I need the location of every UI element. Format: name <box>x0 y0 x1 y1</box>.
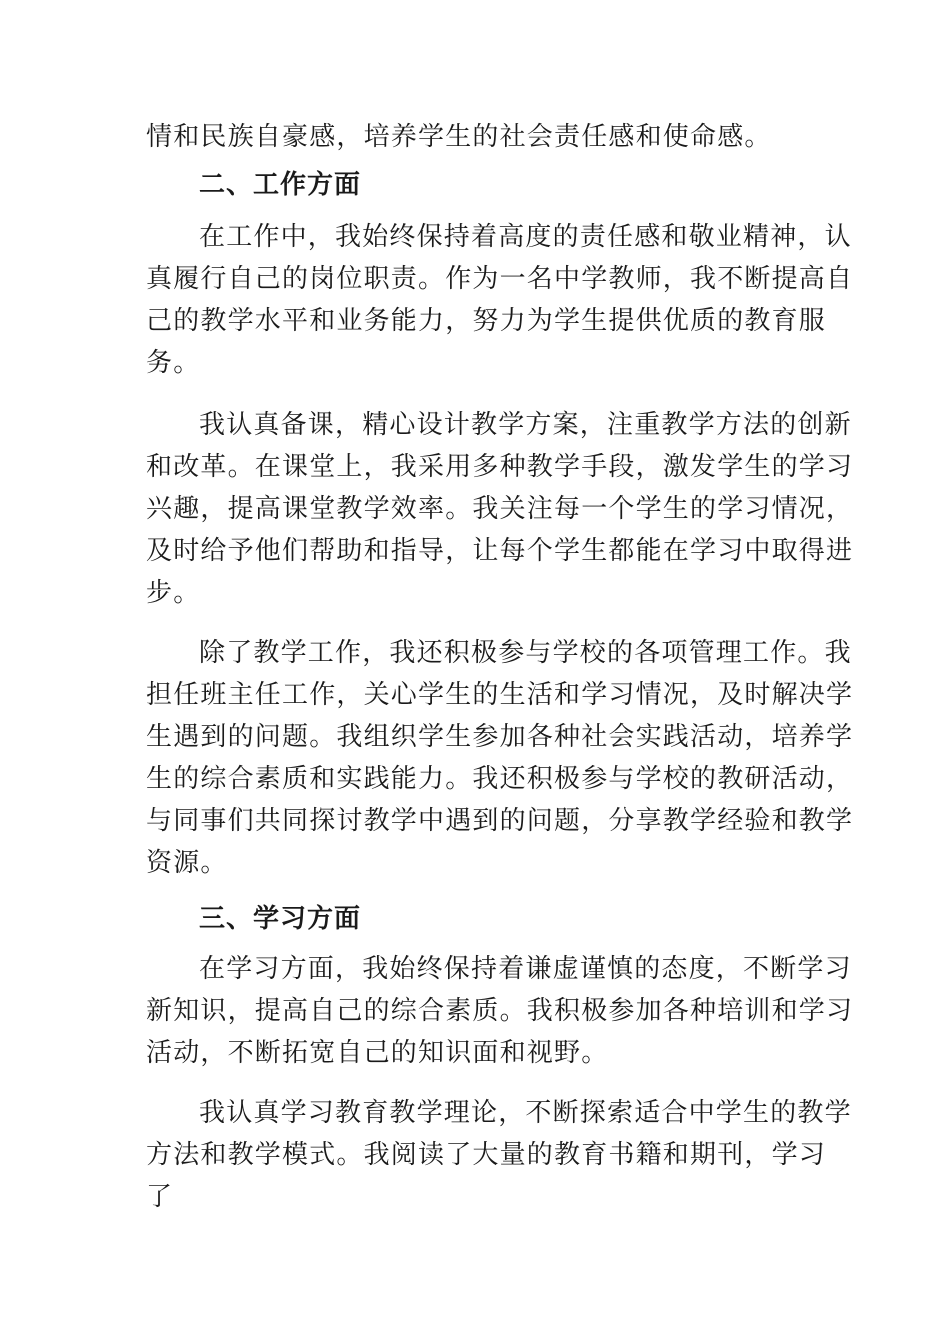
paragraph-line: 我认真备课，精心设计教学方案，注重教学方法的创新 <box>199 410 852 440</box>
paragraph-line: 与同事们共同探讨教学中遇到的问题，分享教学经验和教学 <box>146 806 854 836</box>
paragraph-line: 新知识，提高自己的综合素质。我积极参加各种培训和学习 <box>146 996 854 1026</box>
paragraph-line: 方法和教学模式。我阅读了大量的教育书籍和期刊，学习 <box>146 1140 827 1170</box>
paragraph-line: 真履行自己的岗位职责。作为一名中学教师，我不断提高自 <box>146 264 854 294</box>
paragraph-line: 在学习方面，我始终保持着谦虚谨慎的态度，不断学习 <box>199 954 852 984</box>
paragraph-line: 务。 <box>146 348 201 378</box>
paragraph-line: 了 <box>146 1182 174 1212</box>
paragraph-line: 资源。 <box>146 848 228 878</box>
paragraph-line: 活动，不断拓宽自己的知识面和视野。 <box>146 1038 609 1068</box>
paragraph-line: 在工作中，我始终保持着高度的责任感和敬业精神，认 <box>199 222 852 252</box>
section-heading-work: 二、工作方面 <box>199 170 362 200</box>
paragraph-line: 我认真学习教育教学理论，不断探索适合中学生的教学 <box>199 1098 852 1128</box>
paragraph-line: 兴趣，提高课堂教学效率。我关注每一个学生的学习情况， <box>146 494 854 524</box>
paragraph-line: 除了教学工作，我还积极参与学校的各项管理工作。我 <box>199 638 852 668</box>
paragraph-line: 担任班主任工作，关心学生的生活和学习情况，及时解决学 <box>146 680 854 710</box>
paragraph-line: 生的综合素质和实践能力。我还积极参与学校的教研活动， <box>146 764 854 794</box>
paragraph-line: 和改革。在课堂上，我采用多种教学手段，激发学生的学习 <box>146 452 854 482</box>
section-heading-study: 三、学习方面 <box>199 904 362 934</box>
paragraph-line: 情和民族自豪感，培养学生的社会责任感和使命感。 <box>146 122 772 152</box>
paragraph-line: 己的教学水平和业务能力，努力为学生提供优质的教育服 <box>146 306 827 336</box>
paragraph-line: 步。 <box>146 578 201 608</box>
paragraph-line: 及时给予他们帮助和指导，让每个学生都能在学习中取得进 <box>146 536 854 566</box>
paragraph-line: 生遇到的问题。我组织学生参加各种社会实践活动，培养学 <box>146 722 854 752</box>
